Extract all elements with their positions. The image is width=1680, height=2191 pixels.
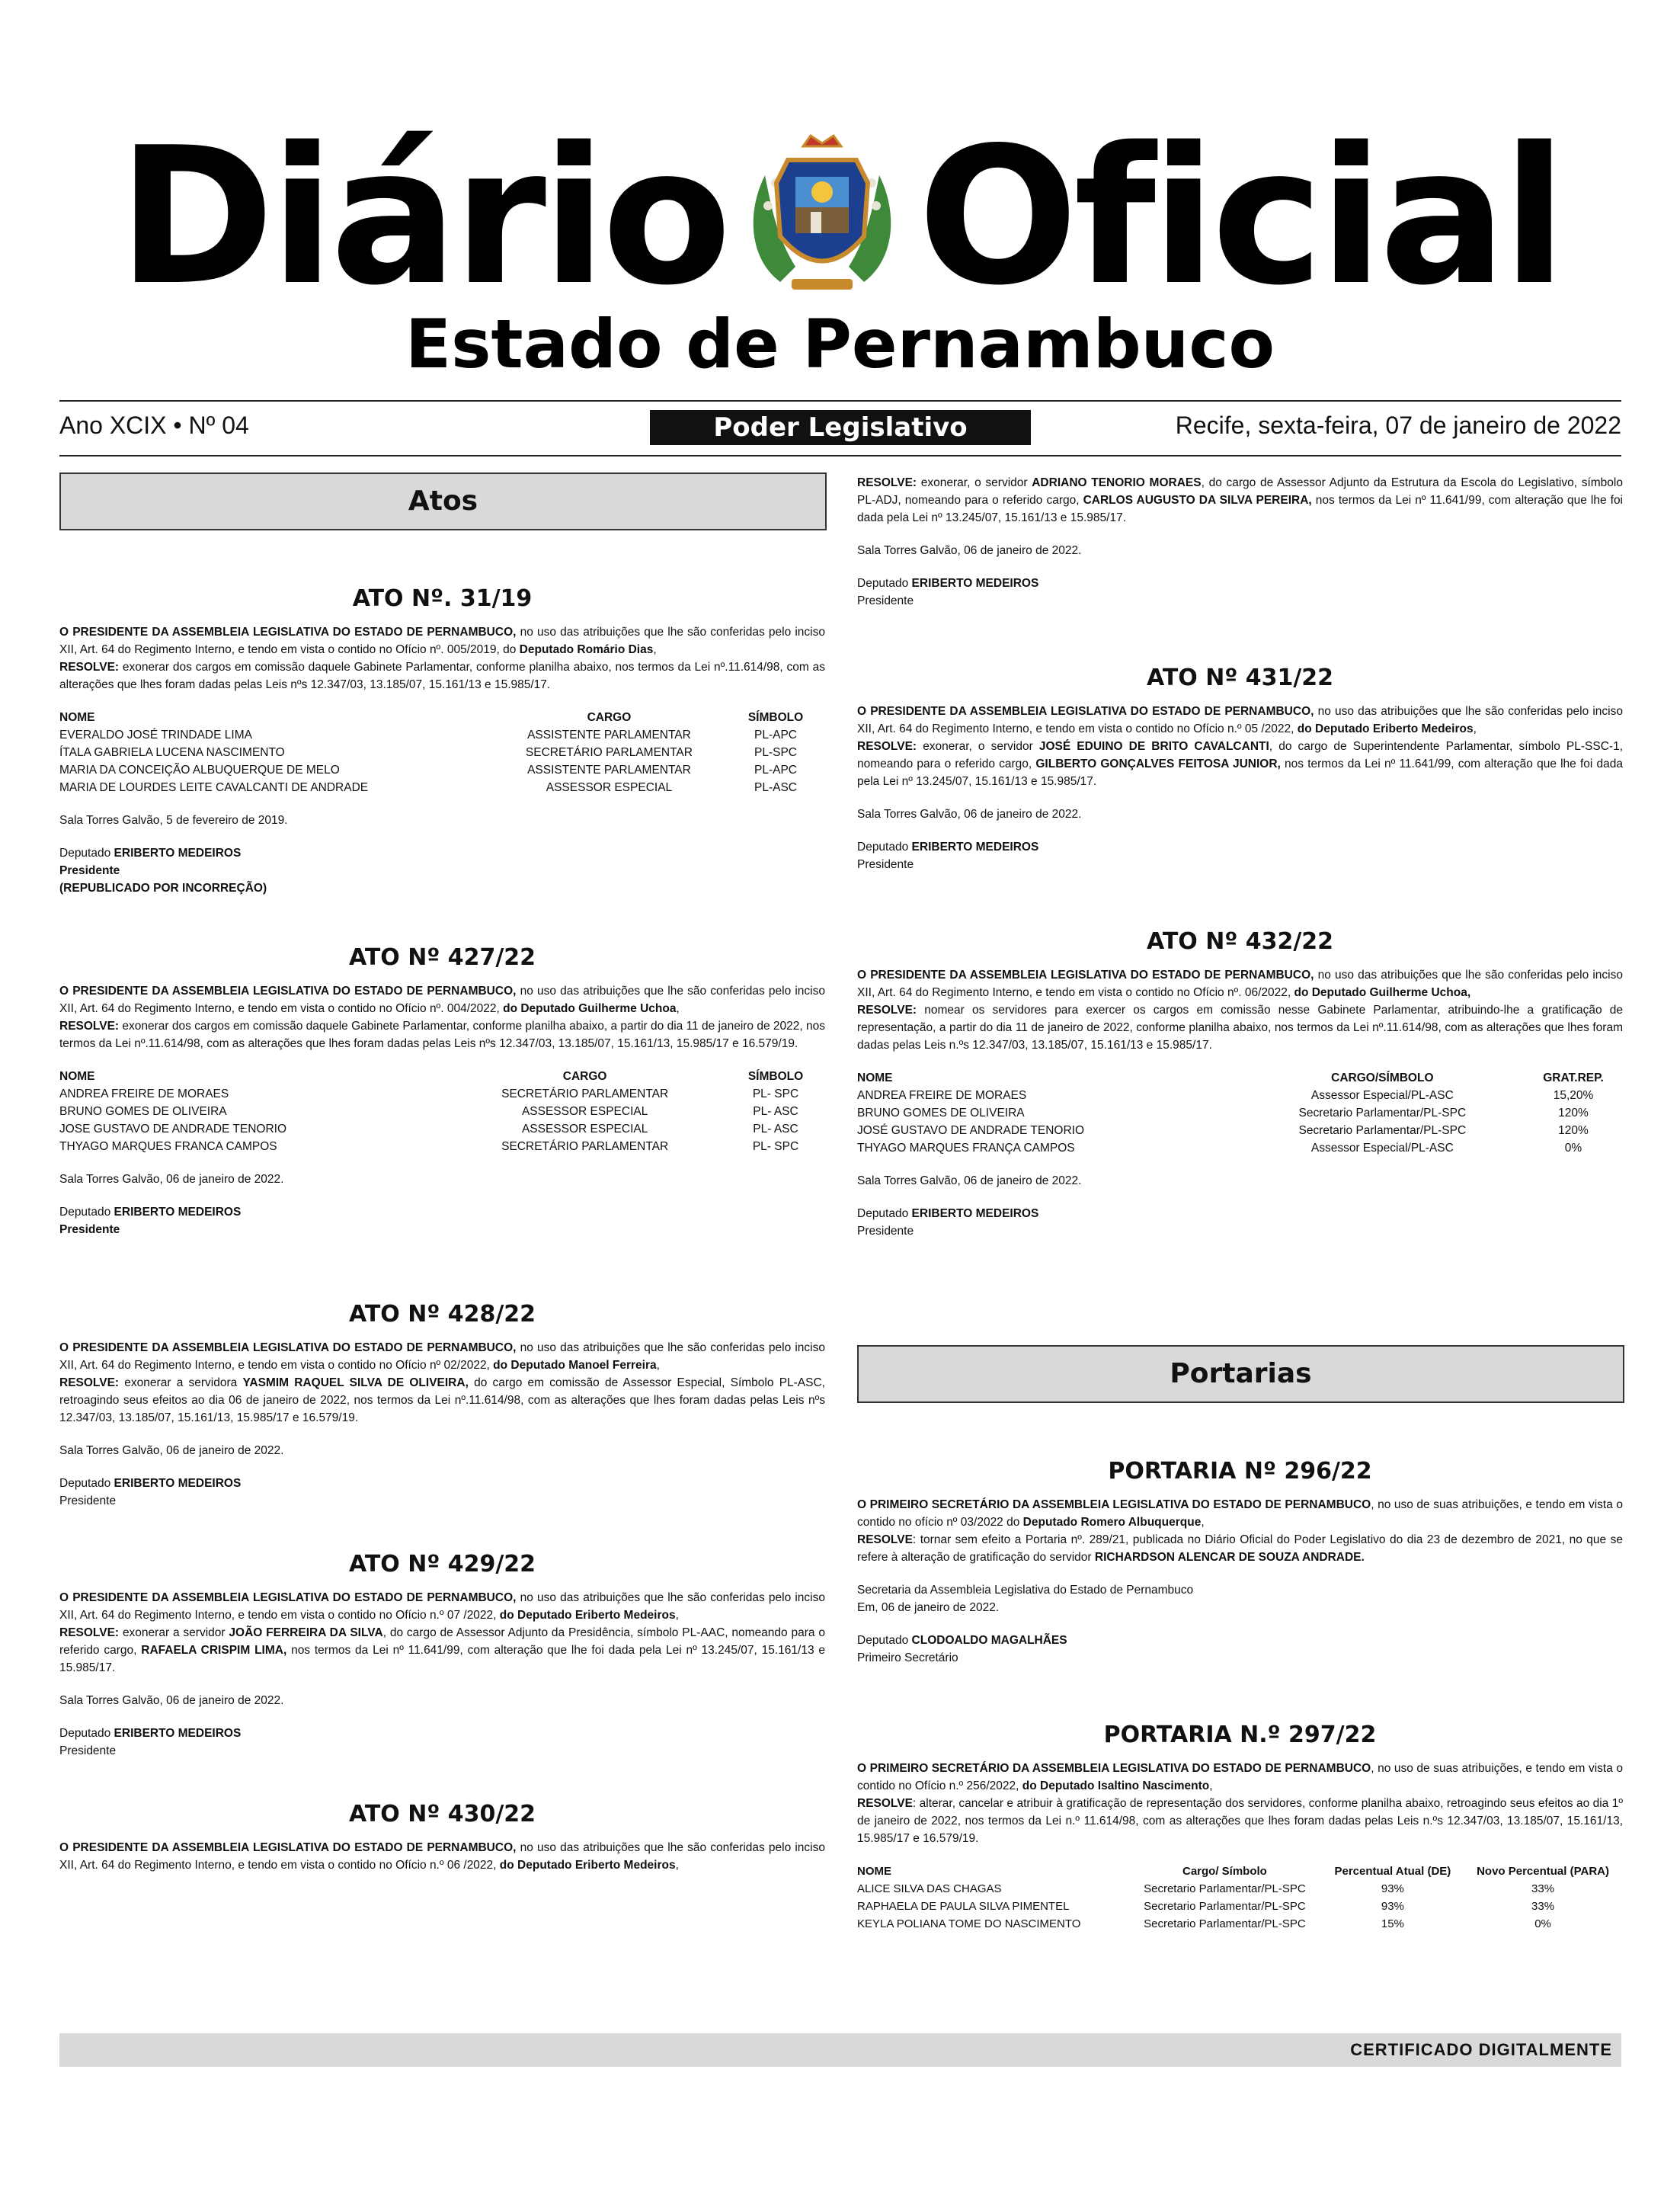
- cell: SECRETÁRIO PARLAMENTAR: [501, 1087, 669, 1100]
- digital-certificate-label: CERTIFICADO DIGITALMENTE: [1350, 2040, 1612, 2059]
- signer-role: Presidente: [59, 1494, 117, 1507]
- text: exonerar a servidora: [119, 1376, 243, 1389]
- signature: [59, 844, 825, 862]
- text: do cargo em comissão de Assessor Especial, Símbolo PL-ASC, retroagindo seus efeitos ao dia 06 de janeiro de 2022, nos termos da Lei nº.11.614/98, com as alterações que lhes foram dadas pelas Leis nºs 12.347/03, 13.185/07, 15.161/13, 15.985/17 e 16.579/19.: [59, 1376, 825, 1424]
- resolve-label: RESOLVE:: [59, 661, 120, 674]
- place-date: Sala Torres Galvão, 06 de janeiro de 2022.: [857, 808, 1082, 821]
- edition-branch: Poder Legislativo: [650, 410, 1031, 445]
- col-header: NOME: [59, 1070, 95, 1083]
- act-paragraph: [857, 1531, 1623, 1566]
- text: exonerar, o servidor: [917, 740, 1039, 753]
- servant-name: YASMIM RAQUEL SILVA DE OLIVEIRA,: [242, 1376, 469, 1389]
- signer-name: ERIBERTO MEDEIROS: [114, 1477, 242, 1490]
- cell: 120%: [1558, 1107, 1589, 1120]
- act-paragraph: [59, 1839, 825, 1874]
- act-body: [59, 1839, 825, 1874]
- act-paragraph: [857, 1496, 1623, 1531]
- authority: O PRIMEIRO SECRETÁRIO DA ASSEMBLEIA LEGISLATIVA DO ESTADO DE PERNAMBUCO: [857, 1762, 1371, 1775]
- act-paragraph: [59, 623, 825, 658]
- cell: 93%: [1381, 1900, 1404, 1913]
- servant-name: GILBERTO GONÇALVES FEITOSA JUNIOR,: [1035, 758, 1281, 770]
- text: , no uso de suas atribuições, e tendo em vista o contido no ofício nº 03/2022 do: [857, 1498, 1623, 1529]
- act-title: ATO Nº 428/22: [348, 1301, 536, 1328]
- cell: ÍTALA GABRIELA LUCENA NASCIMENTO: [59, 746, 285, 759]
- signer-name: ERIBERTO MEDEIROS: [911, 1207, 1039, 1220]
- signer-role: Presidente: [857, 1225, 914, 1238]
- col-header: NOME: [59, 711, 95, 724]
- place-date: Sala Torres Galvão, 06 de janeiro de 2022.: [59, 1694, 284, 1707]
- authority: O PRIMEIRO SECRETÁRIO DA ASSEMBLEIA LEGISLATIVA DO ESTADO DE PERNAMBUCO: [857, 1498, 1371, 1511]
- servant-name: JOÃO FERREIRA DA SILVA: [229, 1626, 383, 1639]
- authority: O PRESIDENTE DA ASSEMBLEIA LEGISLATIVA DO ESTADO DE PERNAMBUCO,: [857, 969, 1314, 982]
- republication-note: [59, 879, 825, 897]
- act-paragraph: [857, 1760, 1623, 1795]
- text: ,: [675, 1609, 679, 1622]
- masthead-subtitle: Estado de Pernambuco: [405, 305, 1275, 383]
- text: Deputado: [59, 847, 114, 860]
- cell: PL- SPC: [752, 1140, 799, 1153]
- cell: ALICE SILVA DAS CHAGAS: [857, 1882, 1002, 1895]
- place-date: Em, 06 de janeiro de 2022.: [857, 1601, 1000, 1614]
- cell: JOSÉ GUSTAVO DE ANDRADE TENORIO: [857, 1124, 1084, 1137]
- act-paragraph: [857, 1001, 1623, 1054]
- col-header: CARGO: [562, 1070, 607, 1083]
- servant-name: JOSÉ EDUINO DE BRITO CAVALCANTI: [1038, 740, 1269, 753]
- servants-table: [59, 1068, 825, 1155]
- edition-bar: [59, 405, 1621, 451]
- authority: O PRESIDENTE DA ASSEMBLEIA LEGISLATIVA DO ESTADO DE PERNAMBUCO,: [59, 985, 517, 998]
- resolve-label: RESOLVE:: [857, 740, 917, 753]
- resolve-label: RESOLVE:: [857, 476, 917, 489]
- bottom-rule: [59, 455, 1621, 456]
- cell: 0%: [1564, 1142, 1582, 1155]
- text: Deputado: [857, 841, 912, 854]
- text: , no uso de suas atribuições, e tendo em vista o contido no Ofício n.º 256/2022,: [857, 1762, 1623, 1792]
- act-body: [857, 1496, 1623, 1667]
- cell: 33%: [1531, 1900, 1555, 1913]
- act-paragraph: [59, 1374, 825, 1427]
- col-header: GRAT.REP.: [1543, 1071, 1604, 1084]
- col-header: CARGO/SÍMBOLO: [1331, 1071, 1434, 1084]
- masthead-title: [0, 107, 1680, 327]
- act-body: [59, 1339, 825, 1510]
- col-header: CARGO: [587, 711, 632, 724]
- top-rule: [59, 400, 1621, 402]
- table-row: [857, 1122, 1623, 1139]
- cell: Assessor Especial/PL-ASC: [1310, 1142, 1454, 1155]
- authority: O PRESIDENTE DA ASSEMBLEIA LEGISLATIVA DO ESTADO DE PERNAMBUCO,: [59, 1591, 517, 1604]
- act-body: [59, 982, 825, 1238]
- cell: ASSESSOR ESPECIAL: [521, 1123, 648, 1136]
- table-row: [59, 779, 825, 796]
- act-title: PORTARIA Nº 296/22: [1108, 1458, 1372, 1485]
- section-header-portarias: Portarias: [857, 1345, 1624, 1403]
- table-row: [59, 761, 825, 779]
- text: nomear os servidores para exercer os cargos em comissão nesse Gabinete Parlamentar, atribuindo-lhe a gratificação de representação, a partir do dia 11 de janeiro de 2022, conforme planilha abaixo, nos termos da Lei nº.11.614/98, com as alterações que lhes foram dadas pelas Leis n.ºs 12.347/03, 13.185/07, 15.161/13 e 15.985/17.: [857, 1004, 1623, 1052]
- cell: Secretario Parlamentar/PL-SPC: [1144, 1917, 1306, 1930]
- masthead-word-oficial: Oficial: [917, 107, 1563, 327]
- servants-table: [59, 709, 825, 796]
- servant-name: ADRIANO TENORIO MORAES: [1032, 476, 1202, 489]
- authority: O PRESIDENTE DA ASSEMBLEIA LEGISLATIVA DO ESTADO DE PERNAMBUCO,: [59, 1841, 517, 1854]
- signer-name: ERIBERTO MEDEIROS: [114, 847, 242, 860]
- resolve-label: RESOLVE:: [857, 1004, 917, 1017]
- cell: Secretario Parlamentar/PL-SPC: [1298, 1107, 1467, 1120]
- signature: [857, 1205, 1623, 1222]
- table-row: [857, 1087, 1623, 1104]
- cell: ASSESSOR ESPECIAL: [546, 781, 673, 794]
- act-paragraph: [59, 982, 825, 1017]
- act-paragraph: [59, 1589, 825, 1624]
- authority: O PRESIDENTE DA ASSEMBLEIA LEGISLATIVA DO ESTADO DE PERNAMBUCO,: [857, 705, 1314, 718]
- text: exonerar a servidor: [119, 1626, 229, 1639]
- signer-role: [59, 862, 825, 879]
- place-date: Sala Torres Galvão, 06 de janeiro de 2022.: [857, 544, 1082, 557]
- cell: Assessor Especial/PL-ASC: [1310, 1089, 1454, 1102]
- text: : alterar, cancelar e atribuir à gratificação de representação dos servidores, conforme planilha abaixo, retroagindo seus efeitos ao dia 1º de janeiro de 2022, nos termos da Lei n.º 11.614/98, com as alterações que lhes foram dadas pelas Leis n.ºs 12.347/03, 13.185/07, 15.161/13, 15.985/17 e 16.579/19.: [857, 1797, 1623, 1845]
- signer-name: CLODOALDO MAGALHÃES: [911, 1634, 1067, 1647]
- pernambuco-coat-of-arms-icon: [734, 130, 910, 305]
- cell: PL-APC: [754, 729, 797, 742]
- act-title: ATO Nº 432/22: [1146, 928, 1334, 955]
- text: Deputado: [59, 1477, 114, 1490]
- servant-name: RICHARDSON ALENCAR DE SOUZA ANDRADE.: [1094, 1551, 1365, 1564]
- cell: PL- ASC: [753, 1123, 798, 1136]
- resolve-label: RESOLVE: [857, 1797, 913, 1810]
- act-body: [59, 1589, 825, 1760]
- act-paragraph: [857, 1795, 1623, 1847]
- cell: Secretario Parlamentar/PL-SPC: [1298, 1124, 1467, 1137]
- place-date: Sala Torres Galvão, 06 de janeiro de 2022.: [857, 1174, 1082, 1187]
- text: : tornar sem efeito a Portaria nº. 289/21, publicada no Diário Oficial do Poder Legislativo do dia 23 de dezembro de 2021, no que se refere à alteração de gratificação do servidor: [857, 1533, 1623, 1564]
- act-title: ATO Nº 430/22: [348, 1801, 536, 1827]
- text: Deputado: [59, 1206, 114, 1219]
- servant-name: CARLOS AUGUSTO DA SILVA PEREIRA,: [1083, 494, 1312, 507]
- text: (REPUBLICADO POR INCORREÇÃO): [59, 882, 267, 895]
- col-header: SÍMBOLO: [747, 1070, 804, 1083]
- cell: SECRETÁRIO PARLAMENTAR: [501, 1140, 669, 1153]
- text: no uso das atribuições que lhe são conferidas pelo inciso XII, Art. 64 do Regimento Interno, e tendo em vista o contido no Ofício nº. 004/2022,: [59, 985, 825, 1015]
- act-paragraph: [59, 1339, 825, 1374]
- text: Deputado: [857, 577, 912, 590]
- deputy-name: do Deputado Eriberto Medeiros: [1297, 722, 1474, 735]
- text: Presidente: [59, 864, 120, 877]
- deputy-name: do Deputado Manoel Ferreira: [493, 1359, 657, 1372]
- table-header-row: [59, 709, 825, 726]
- signer-role: Presidente: [59, 1744, 117, 1757]
- act-paragraph: [857, 474, 1623, 527]
- cell: MARIA DA CONCEIÇÃO ALBUQUERQUE DE MELO: [59, 764, 340, 777]
- cell: SECRETÁRIO PARLAMENTAR: [525, 746, 693, 759]
- table-row: [857, 1139, 1623, 1157]
- table-header-row: [59, 1068, 825, 1085]
- act-paragraph: [857, 703, 1623, 738]
- cell: 93%: [1381, 1882, 1404, 1895]
- cell: THYAGO MARQUES FRANCA CAMPOS: [59, 1140, 277, 1153]
- authority: O PRESIDENTE DA ASSEMBLEIA LEGISLATIVA DO ESTADO DE PERNAMBUCO,: [59, 626, 517, 639]
- text: no uso das atribuições que lhe são conferidas pelo inciso XII, Art. 64 do Regimento Interno, e tendo em vista o contido no Ofício nº. 005/2019, do: [59, 626, 825, 656]
- col-header: NOME: [857, 1865, 891, 1878]
- cell: RAPHAELA DE PAULA SILVA PIMENTEL: [857, 1900, 1070, 1913]
- cell: PL-APC: [754, 764, 797, 777]
- col-header: NOME: [857, 1071, 893, 1084]
- cell: 15%: [1381, 1917, 1404, 1930]
- servants-table: [857, 1863, 1623, 1933]
- signature: [59, 1725, 825, 1742]
- text: , do cargo de Assessor Adjunto da Presidência, símbolo PL-AAC, nomeando para o referido cargo,: [59, 1626, 826, 1657]
- place-date: Sala Torres Galvão, 06 de janeiro de 2022.: [59, 1173, 284, 1186]
- text: ,: [675, 1859, 679, 1872]
- footer-bar: [59, 2033, 1621, 2067]
- text: exonerar dos cargos em comissão daquele Gabinete Parlamentar, conforme planilha abaixo, nos termos da Lei nº.11.614/98, com as alterações que lhes foram dadas pelas Leis nºs 12.347/03, 13.185/07, 15.161/13 e 15.985/17.: [59, 661, 825, 691]
- cell: THYAGO MARQUES FRANÇA CAMPOS: [857, 1142, 1075, 1155]
- signature: [59, 1203, 825, 1221]
- cell: ANDREA FREIRE DE MORAES: [857, 1089, 1027, 1102]
- signature: [857, 838, 1623, 856]
- act-paragraph: [59, 658, 825, 693]
- cell: ASSISTENTE PARLAMENTAR: [527, 764, 691, 777]
- text: , do cargo de Superintendente Parlamentar, símbolo PL-SSC-1, nomeando para o referido cargo,: [857, 740, 1624, 770]
- act-body: [59, 623, 825, 897]
- table-row: [59, 744, 825, 761]
- authority: O PRESIDENTE DA ASSEMBLEIA LEGISLATIVA DO ESTADO DE PERNAMBUCO,: [59, 1341, 517, 1354]
- cell: 0%: [1534, 1917, 1551, 1930]
- place-date: Sala Torres Galvão, 5 de fevereiro de 2019.: [59, 814, 288, 827]
- text: Presidente: [59, 1223, 120, 1236]
- text: no uso das atribuições que lhe são conferidas pelo inciso XII, Art. 64 do Regimento Interno, e tendo em vista o contido no Ofício nº 02/2022,: [59, 1341, 825, 1372]
- act-title: PORTARIA N.º 297/22: [1103, 1722, 1377, 1748]
- text: Deputado: [857, 1634, 912, 1647]
- cell: ANDREA FREIRE DE MORAES: [59, 1087, 229, 1100]
- cell: PL- SPC: [752, 1087, 799, 1100]
- table-header-row: [857, 1863, 1623, 1880]
- act-paragraph: [59, 1017, 825, 1052]
- deputy-name: do Deputado Guilherme Uchoa: [503, 1002, 677, 1015]
- table-row: [857, 1104, 1623, 1122]
- resolve-label: RESOLVE:: [59, 1626, 120, 1639]
- table-row: [59, 726, 825, 744]
- cell: 33%: [1531, 1882, 1555, 1895]
- cell: ASSESSOR ESPECIAL: [521, 1105, 648, 1118]
- deputy-name: Deputado Romário Dias: [519, 643, 654, 656]
- cell: Secretario Parlamentar/PL-SPC: [1144, 1900, 1306, 1913]
- deputy-name: do Deputado Guilherme Uchoa,: [1294, 986, 1471, 999]
- text: Deputado: [59, 1727, 114, 1740]
- act-title: ATO Nº 431/22: [1146, 665, 1334, 691]
- resolve-label: RESOLVE: [857, 1533, 913, 1546]
- signature: [59, 1475, 825, 1492]
- text: ,: [676, 1002, 680, 1015]
- edition-date: Recife, sexta-feira, 07 de janeiro de 2022: [1175, 412, 1621, 439]
- deputy-name: Deputado Romero Albuquerque: [1022, 1516, 1202, 1529]
- cell: BRUNO GOMES DE OLIVEIRA: [59, 1105, 227, 1118]
- cell: MARIA DE LOURDES LEITE CAVALCANTI DE ANDRADE: [59, 781, 369, 794]
- right-column: [857, 474, 1623, 1933]
- act-title: ATO Nº 427/22: [348, 944, 536, 971]
- text: ,: [656, 1359, 660, 1372]
- signer-name: ERIBERTO MEDEIROS: [114, 1206, 242, 1219]
- text: nos termos da Lei nº 11.641/99, com alteração que lhe foi dada pela Lei nº 13.245/07, 15.161/13 e 15.985/17.: [857, 494, 1624, 524]
- col-header: SÍMBOLO: [747, 711, 804, 724]
- table-row: [59, 1138, 825, 1155]
- signature: [857, 1632, 1623, 1649]
- signer-name: ERIBERTO MEDEIROS: [911, 841, 1039, 854]
- left-column: [59, 472, 825, 1874]
- cell: KEYLA POLIANA TOME DO NASCIMENTO: [857, 1917, 1081, 1930]
- cell: PL-ASC: [754, 781, 797, 794]
- resolve-label: RESOLVE:: [59, 1020, 120, 1033]
- text: no uso das atribuições que lhe são conferidas pelo inciso XII, Art. 64 do Regimento Interno, e tendo em vista o contido no Ofício n.º 07 /2022,: [59, 1591, 825, 1622]
- act-body: [857, 1760, 1623, 1933]
- text: no uso das atribuições que lhe são conferidas pelo inciso XII, Art. 64 do Regimento Interno, e tendo em vista o contido no Ofício n.º 05 /2022,: [857, 705, 1623, 735]
- table-row: [59, 1103, 825, 1120]
- act-title: ATO Nº 429/22: [348, 1551, 536, 1578]
- place: Secretaria da Assembleia Legislativa do Estado de Pernambuco: [857, 1584, 1194, 1597]
- signer-name: ERIBERTO MEDEIROS: [911, 577, 1039, 590]
- servants-table: [857, 1069, 1623, 1157]
- act-body: [857, 966, 1623, 1240]
- signer-role: Presidente: [857, 594, 914, 607]
- text: , do cargo de Assessor Adjunto da Estrutura da Escola do Legislativo, símbolo PL-ADJ, nomeando para o referido cargo,: [857, 476, 1623, 507]
- cell: Secretario Parlamentar/PL-SPC: [1144, 1882, 1306, 1895]
- text: exonerar dos cargos em comissão daquele Gabinete Parlamentar, conforme planilha abaixo, a partir do dia 11 de janeiro de 2022, nos termos da Lei nº.11.614/98, com as alterações que lhes foram dadas pelas Leis nºs 12.347/03, 13.185/07, 15.161/13, 15.985/17 e 16.579/19.: [59, 1020, 825, 1050]
- signer-name: ERIBERTO MEDEIROS: [114, 1727, 242, 1740]
- table-row: [857, 1880, 1623, 1898]
- table-row: [857, 1898, 1623, 1915]
- text: no uso das atribuições que lhe são conferidas pelo inciso XII, Art. 64 do Regimento Interno, e tendo em vista o contido no Ofício nº. 06/2022,: [857, 969, 1623, 999]
- act-body-continuation: [857, 474, 1623, 610]
- act-paragraph: [857, 738, 1623, 790]
- text: Deputado: [857, 1207, 912, 1220]
- masthead: [0, 107, 1680, 383]
- text: nos termos da Lei nº 11.641/99, com alteração que lhe foi dada pela Lei nº 13.245/07, 15.161/13 e 15.985/17.: [857, 758, 1623, 788]
- cell: EVERALDO JOSÉ TRINDADE LIMA: [59, 729, 252, 742]
- deputy-name: do Deputado Isaltino Nascimento: [1022, 1779, 1210, 1792]
- cell: PL-SPC: [754, 746, 797, 759]
- table-row: [59, 1085, 825, 1103]
- table-row: [59, 1120, 825, 1138]
- cell: 120%: [1558, 1124, 1589, 1137]
- cell: PL- ASC: [753, 1105, 798, 1118]
- text: nos termos da Lei nº 11.641/99, com alteração que lhe foi dada pela Lei nº 13.245/07, 15.161/13 e 15.985/17.: [59, 1644, 825, 1674]
- text: ,: [1201, 1516, 1205, 1529]
- cell: 15,20%: [1553, 1089, 1594, 1102]
- resolve-label: RESOLVE:: [59, 1376, 120, 1389]
- act-paragraph: [857, 966, 1623, 1001]
- section-header-atos: Atos: [59, 472, 827, 530]
- col-header: Cargo/ Símbolo: [1182, 1865, 1267, 1878]
- text: ,: [1473, 722, 1477, 735]
- col-header: Novo Percentual (PARA): [1477, 1865, 1609, 1878]
- text: exonerar, o servidor: [917, 476, 1032, 489]
- act-paragraph: [59, 1624, 825, 1677]
- cell: JOSE GUSTAVO DE ANDRADE TENORIO: [59, 1123, 286, 1136]
- signer-role: [59, 1221, 825, 1238]
- cell: BRUNO GOMES DE OLIVEIRA: [857, 1107, 1025, 1120]
- table-row: [857, 1915, 1623, 1933]
- deputy-name: do Deputado Eriberto Medeiros: [499, 1859, 676, 1872]
- edition-number: Ano XCIX • Nº 04: [59, 412, 249, 439]
- signer-role: Primeiro Secretário: [857, 1651, 958, 1664]
- text: ,: [653, 643, 657, 656]
- col-header: Percentual Atual (DE): [1334, 1865, 1451, 1878]
- servant-name: RAFAELA CRISPIM LIMA,: [141, 1644, 287, 1657]
- act-body: [857, 703, 1623, 873]
- table-header-row: [857, 1069, 1623, 1087]
- place-date: Sala Torres Galvão, 06 de janeiro de 2022.: [59, 1444, 284, 1457]
- masthead-word-diario: Diário: [117, 107, 728, 327]
- cell: ASSISTENTE PARLAMENTAR: [527, 729, 691, 742]
- text: no uso das atribuições que lhe são conferidas pelo inciso XII, Art. 64 do Regimento Interno, e tendo em vista o contido no Ofício n.º 06 /2022,: [59, 1841, 825, 1872]
- act-title: ATO Nº. 31/19: [352, 585, 533, 612]
- text: ,: [1209, 1779, 1213, 1792]
- signature: [857, 575, 1623, 592]
- deputy-name: do Deputado Eriberto Medeiros: [499, 1609, 676, 1622]
- signer-role: Presidente: [857, 858, 914, 871]
